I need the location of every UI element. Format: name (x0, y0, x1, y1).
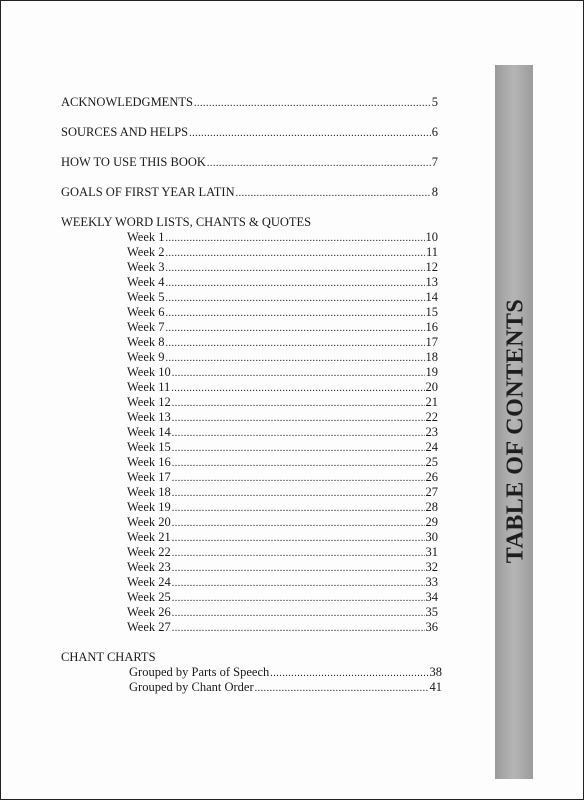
toc-entry-how-to-use (61, 155, 438, 171)
toc-entry-label: GOALS OF FIRST YEAR LATIN (61, 185, 235, 199)
toc-entry-page: 38 (429, 665, 442, 679)
toc-entry-week (127, 500, 438, 516)
toc-entry-page: 19 (425, 365, 438, 379)
toc-entry-page: 31 (425, 545, 438, 559)
toc-entry-page: 15 (425, 305, 438, 319)
toc-entry-label: Week 14 (127, 425, 171, 439)
dot-leader (270, 665, 428, 681)
toc-entry-page: 29 (425, 515, 438, 529)
dot-leader (172, 560, 425, 576)
toc-entry-chant-order (129, 680, 442, 696)
section-heading-chant-charts: CHANT CHARTS (61, 650, 156, 664)
toc-entry-chant-parts-of-speech (129, 665, 442, 681)
toc-entry-label: HOW TO USE THIS BOOK (61, 155, 206, 169)
dot-leader (236, 185, 431, 201)
toc-entry-label: Week 7 (127, 320, 165, 334)
toc-entry-label: Grouped by Parts of Speech (129, 665, 270, 679)
toc-entry-week (127, 245, 438, 261)
dot-leader (172, 455, 425, 471)
toc-entry-page: 34 (425, 590, 438, 604)
toc-entry-label: Week 27 (127, 620, 171, 634)
toc-entry-page: 14 (425, 290, 438, 304)
toc-entry-week (127, 230, 438, 246)
dot-leader (172, 500, 425, 516)
toc-entry-week (127, 350, 438, 366)
toc-entry-page: 20 (425, 380, 438, 394)
toc-entry-page: 32 (425, 560, 438, 574)
table-of-contents (1, 1, 441, 799)
dot-leader (172, 410, 425, 426)
toc-entry-page: 18 (425, 350, 438, 364)
toc-entry-label: Week 1 (127, 230, 165, 244)
toc-entry-page: 36 (425, 620, 438, 634)
dot-leader (172, 395, 425, 411)
toc-entry-page: 6 (431, 125, 438, 139)
dot-leader (172, 620, 425, 636)
toc-entry-acknowledgments (61, 95, 438, 111)
dot-leader (171, 380, 424, 396)
dot-leader (255, 680, 429, 696)
toc-entry-week (127, 335, 438, 351)
toc-entry-page: 17 (425, 335, 438, 349)
toc-entry-page: 16 (425, 320, 438, 334)
dot-leader (172, 545, 425, 561)
toc-entry-page: 23 (425, 425, 438, 439)
dot-leader (189, 125, 431, 141)
toc-entry-week (127, 530, 438, 546)
toc-entry-page: 11 (425, 245, 438, 259)
toc-entry-label: Week 3 (127, 260, 165, 274)
toc-entry-label: ACKNOWLEDGMENTS (61, 95, 193, 109)
toc-entry-label: Week 25 (127, 590, 171, 604)
toc-entry-label: Week 17 (127, 470, 171, 484)
toc-entry-page: 12 (425, 260, 438, 274)
dot-leader (172, 515, 425, 531)
toc-entry-label: Week 10 (127, 365, 171, 379)
toc-entry-label: Week 11 (127, 380, 171, 394)
dot-leader (172, 440, 425, 456)
toc-entry-week (127, 545, 438, 561)
toc-entry-label: Week 24 (127, 575, 171, 589)
toc-entry-label: Week 26 (127, 605, 171, 619)
toc-entry-page: 22 (425, 410, 438, 424)
toc-entry-week (127, 590, 438, 606)
toc-entry-week (127, 620, 438, 636)
toc-entry-label: Week 2 (127, 245, 165, 259)
toc-entry-week (127, 455, 438, 471)
toc-entry-page: 25 (425, 455, 438, 469)
toc-entry-label: Grouped by Chant Order (129, 680, 254, 694)
toc-entry-label: Week 20 (127, 515, 171, 529)
toc-entry-page: 33 (425, 575, 438, 589)
dot-leader (166, 260, 425, 276)
dot-leader (172, 530, 425, 546)
dot-leader (172, 485, 425, 501)
toc-entry-week (127, 575, 438, 591)
toc-entry-week (127, 605, 438, 621)
toc-entry-week (127, 485, 438, 501)
toc-entry-label: Week 22 (127, 545, 171, 559)
toc-entry-page: 24 (425, 440, 438, 454)
toc-entry-page: 10 (425, 230, 438, 244)
section-heading-weekly: WEEKLY WORD LISTS, CHANTS & QUOTES (61, 215, 312, 229)
dot-leader (166, 245, 425, 261)
toc-entry-week (127, 395, 438, 411)
toc-entry-week (127, 440, 438, 456)
toc-entry-label: Week 15 (127, 440, 171, 454)
toc-entry-label: Week 6 (127, 305, 165, 319)
dot-leader (207, 155, 431, 171)
toc-entry-page: 7 (431, 155, 438, 169)
toc-entry-page: 30 (425, 530, 438, 544)
toc-entry-label: Week 23 (127, 560, 171, 574)
toc-entry-label: Week 4 (127, 275, 165, 289)
toc-entry-label: Week 21 (127, 530, 171, 544)
sidebar-title: TABLE OF CONTENTS (502, 298, 529, 564)
dot-leader (166, 350, 425, 366)
toc-entry-label: SOURCES AND HELPS (61, 125, 189, 139)
toc-entry-week (127, 275, 438, 291)
toc-entry-label: Week 9 (127, 350, 165, 364)
toc-entry-label: Week 19 (127, 500, 171, 514)
toc-entry-week (127, 260, 438, 276)
toc-entry-label: Week 5 (127, 290, 165, 304)
toc-entry-page: 5 (431, 95, 438, 109)
toc-entry-page: 8 (431, 185, 438, 199)
toc-entry-page: 35 (425, 605, 438, 619)
toc-entry-week (127, 365, 438, 381)
toc-entry-week (127, 290, 438, 306)
toc-entry-label: Week 18 (127, 485, 171, 499)
dot-leader (166, 305, 425, 321)
toc-entry-label: Week 12 (127, 395, 171, 409)
toc-entry-week (127, 515, 438, 531)
toc-entry-page: 28 (425, 500, 438, 514)
toc-entry-page: 13 (425, 275, 438, 289)
dot-leader (166, 230, 425, 246)
toc-entry-label: Week 13 (127, 410, 171, 424)
dot-leader (166, 290, 425, 306)
toc-entry-week (127, 470, 438, 486)
toc-entry-week (127, 425, 438, 441)
toc-entry-week (127, 305, 438, 321)
toc-entry-week (127, 380, 438, 396)
toc-entry-page: 26 (425, 470, 438, 484)
dot-leader (172, 590, 425, 606)
toc-entry-week (127, 410, 438, 426)
dot-leader (172, 470, 425, 486)
toc-entry-page: 27 (425, 485, 438, 499)
dot-leader (172, 365, 425, 381)
toc-entry-goals (61, 185, 438, 201)
dot-leader (166, 335, 425, 351)
dot-leader (166, 320, 425, 336)
toc-entry-week (127, 560, 438, 576)
dot-leader (172, 605, 425, 621)
toc-entry-week (127, 320, 438, 336)
toc-entry-label: Week 8 (127, 335, 165, 349)
toc-entry-page: 41 (429, 680, 442, 694)
dot-leader (172, 425, 425, 441)
toc-entry-page: 21 (425, 395, 438, 409)
toc-entry-sources-and-helps (61, 125, 438, 141)
dot-leader (166, 275, 425, 291)
toc-entry-label: Week 16 (127, 455, 171, 469)
dot-leader (172, 575, 425, 591)
dot-leader (194, 95, 431, 111)
